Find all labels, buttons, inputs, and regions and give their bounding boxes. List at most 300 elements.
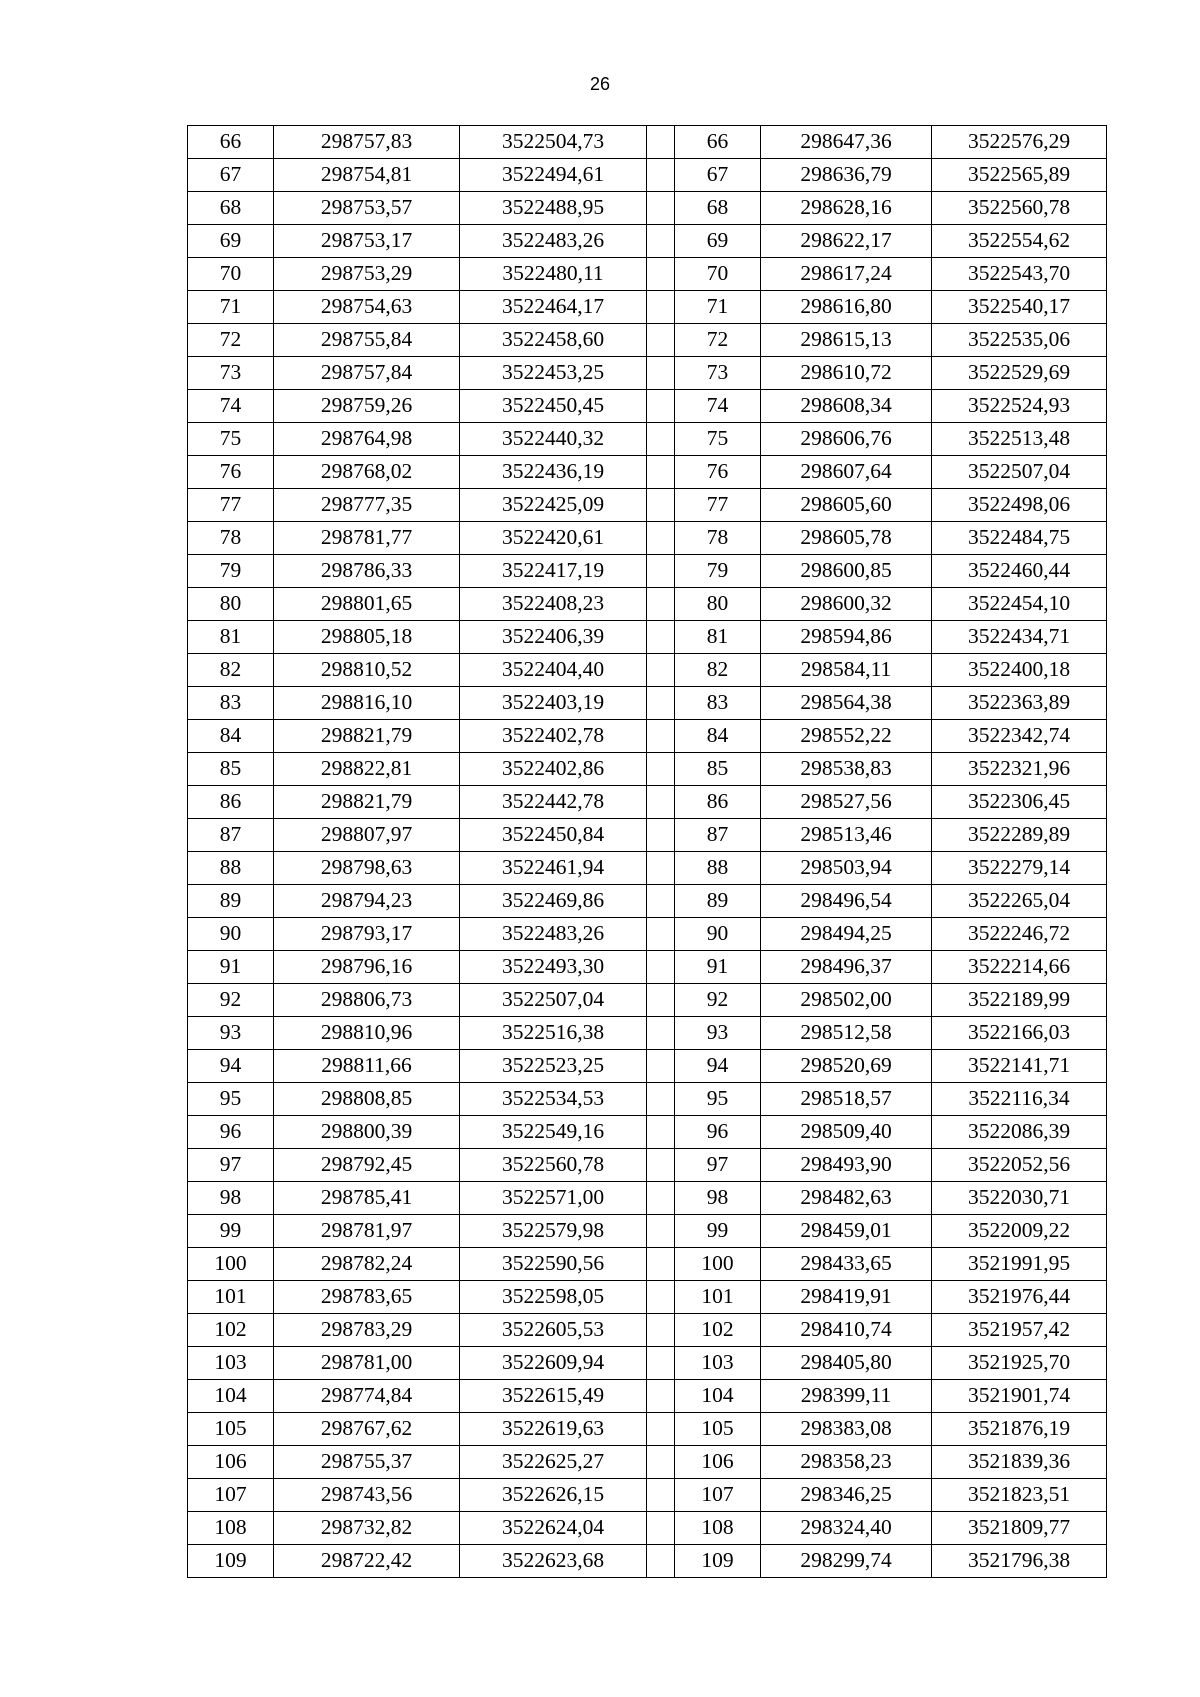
- point-number-left: 66: [188, 126, 274, 159]
- point-number-right: 72: [675, 324, 761, 357]
- point-number-left: 104: [188, 1380, 274, 1413]
- point-number-right: 83: [675, 687, 761, 720]
- x-coordinate-left: 298811,66: [274, 1050, 460, 1083]
- y-coordinate-left: 3522461,94: [460, 852, 647, 885]
- point-number-right: 100: [675, 1248, 761, 1281]
- y-coordinate-right: 3522052,56: [932, 1149, 1107, 1182]
- point-number-right: 75: [675, 423, 761, 456]
- point-number-left: 76: [188, 456, 274, 489]
- separator-cell: [647, 258, 675, 291]
- separator-cell: [647, 1116, 675, 1149]
- y-coordinate-right: 3522400,18: [932, 654, 1107, 687]
- point-number-right: 90: [675, 918, 761, 951]
- point-number-left: 89: [188, 885, 274, 918]
- y-coordinate-right: 3521809,77: [932, 1512, 1107, 1545]
- point-number-right: 103: [675, 1347, 761, 1380]
- separator-cell: [647, 225, 675, 258]
- y-coordinate-left: 3522504,73: [460, 126, 647, 159]
- x-coordinate-left: 298816,10: [274, 687, 460, 720]
- table-row: [188, 687, 1107, 720]
- table-row: [188, 1479, 1107, 1512]
- point-number-left: 68: [188, 192, 274, 225]
- separator-cell: [647, 918, 675, 951]
- x-coordinate-right: 298324,40: [761, 1512, 932, 1545]
- point-number-right: 76: [675, 456, 761, 489]
- table-row: [188, 1380, 1107, 1413]
- y-coordinate-left: 3522507,04: [460, 984, 647, 1017]
- y-coordinate-left: 3522483,26: [460, 225, 647, 258]
- point-number-right: 92: [675, 984, 761, 1017]
- table-row: [188, 654, 1107, 687]
- separator-cell: [647, 1149, 675, 1182]
- point-number-left: 92: [188, 984, 274, 1017]
- point-number-left: 80: [188, 588, 274, 621]
- y-coordinate-left: 3522626,15: [460, 1479, 647, 1512]
- table-row: [188, 852, 1107, 885]
- y-coordinate-right: 3521839,36: [932, 1446, 1107, 1479]
- x-coordinate-right: 298433,65: [761, 1248, 932, 1281]
- y-coordinate-right: 3521796,38: [932, 1545, 1107, 1578]
- x-coordinate-left: 298785,41: [274, 1182, 460, 1215]
- point-number-right: 68: [675, 192, 761, 225]
- y-coordinate-left: 3522480,11: [460, 258, 647, 291]
- point-number-left: 90: [188, 918, 274, 951]
- y-coordinate-right: 3522543,70: [932, 258, 1107, 291]
- x-coordinate-left: 298781,97: [274, 1215, 460, 1248]
- x-coordinate-left: 298757,83: [274, 126, 460, 159]
- y-coordinate-left: 3522436,19: [460, 456, 647, 489]
- point-number-left: 75: [188, 423, 274, 456]
- point-number-right: 89: [675, 885, 761, 918]
- table-row: [188, 1149, 1107, 1182]
- point-number-right: 101: [675, 1281, 761, 1314]
- point-number-left: 103: [188, 1347, 274, 1380]
- point-number-right: 98: [675, 1182, 761, 1215]
- point-number-left: 77: [188, 489, 274, 522]
- separator-cell: [647, 522, 675, 555]
- point-number-left: 81: [188, 621, 274, 654]
- x-coordinate-left: 298757,84: [274, 357, 460, 390]
- x-coordinate-left: 298810,52: [274, 654, 460, 687]
- x-coordinate-right: 298520,69: [761, 1050, 932, 1083]
- table-row: [188, 357, 1107, 390]
- point-number-right: 95: [675, 1083, 761, 1116]
- point-number-left: 71: [188, 291, 274, 324]
- table-row: [188, 192, 1107, 225]
- point-number-right: 97: [675, 1149, 761, 1182]
- table-row: [188, 786, 1107, 819]
- x-coordinate-left: 298805,18: [274, 621, 460, 654]
- point-number-left: 97: [188, 1149, 274, 1182]
- table-row: [188, 621, 1107, 654]
- y-coordinate-left: 3522483,26: [460, 918, 647, 951]
- table-row: [188, 1215, 1107, 1248]
- y-coordinate-left: 3522619,63: [460, 1413, 647, 1446]
- point-number-left: 82: [188, 654, 274, 687]
- point-number-left: 106: [188, 1446, 274, 1479]
- y-coordinate-right: 3522535,06: [932, 324, 1107, 357]
- table-row: [188, 390, 1107, 423]
- x-coordinate-right: 298512,58: [761, 1017, 932, 1050]
- x-coordinate-left: 298798,63: [274, 852, 460, 885]
- x-coordinate-right: 298594,86: [761, 621, 932, 654]
- x-coordinate-right: 298527,56: [761, 786, 932, 819]
- x-coordinate-right: 298552,22: [761, 720, 932, 753]
- point-number-right: 79: [675, 555, 761, 588]
- table-row: [188, 1512, 1107, 1545]
- point-number-left: 86: [188, 786, 274, 819]
- point-number-right: 73: [675, 357, 761, 390]
- coordinates-table: [187, 125, 1107, 1578]
- y-coordinate-right: 3521823,51: [932, 1479, 1107, 1512]
- x-coordinate-left: 298783,65: [274, 1281, 460, 1314]
- separator-cell: [647, 1545, 675, 1578]
- point-number-left: 69: [188, 225, 274, 258]
- point-number-right: 88: [675, 852, 761, 885]
- y-coordinate-right: 3521957,42: [932, 1314, 1107, 1347]
- point-number-left: 108: [188, 1512, 274, 1545]
- y-coordinate-right: 3522141,71: [932, 1050, 1107, 1083]
- y-coordinate-left: 3522494,61: [460, 159, 647, 192]
- y-coordinate-right: 3522460,44: [932, 555, 1107, 588]
- x-coordinate-left: 298732,82: [274, 1512, 460, 1545]
- table-row: [188, 753, 1107, 786]
- x-coordinate-right: 298405,80: [761, 1347, 932, 1380]
- x-coordinate-right: 298615,13: [761, 324, 932, 357]
- x-coordinate-right: 298496,54: [761, 885, 932, 918]
- separator-cell: [647, 357, 675, 390]
- separator-cell: [647, 819, 675, 852]
- point-number-left: 99: [188, 1215, 274, 1248]
- table-row: [188, 1050, 1107, 1083]
- separator-cell: [647, 1512, 675, 1545]
- y-coordinate-right: 3522529,69: [932, 357, 1107, 390]
- y-coordinate-left: 3522442,78: [460, 786, 647, 819]
- y-coordinate-left: 3522403,19: [460, 687, 647, 720]
- y-coordinate-left: 3522523,25: [460, 1050, 647, 1083]
- x-coordinate-left: 298786,33: [274, 555, 460, 588]
- y-coordinate-left: 3522420,61: [460, 522, 647, 555]
- separator-cell: [647, 621, 675, 654]
- separator-cell: [647, 291, 675, 324]
- x-coordinate-right: 298502,00: [761, 984, 932, 1017]
- separator-cell: [647, 1248, 675, 1281]
- x-coordinate-right: 298299,74: [761, 1545, 932, 1578]
- x-coordinate-right: 298606,76: [761, 423, 932, 456]
- point-number-left: 72: [188, 324, 274, 357]
- x-coordinate-left: 298767,62: [274, 1413, 460, 1446]
- y-coordinate-right: 3522554,62: [932, 225, 1107, 258]
- coordinates-table-body: [188, 126, 1107, 1578]
- x-coordinate-right: 298617,24: [761, 258, 932, 291]
- x-coordinate-right: 298509,40: [761, 1116, 932, 1149]
- y-coordinate-right: 3522214,66: [932, 951, 1107, 984]
- point-number-left: 85: [188, 753, 274, 786]
- x-coordinate-right: 298622,17: [761, 225, 932, 258]
- point-number-right: 86: [675, 786, 761, 819]
- point-number-right: 82: [675, 654, 761, 687]
- x-coordinate-left: 298793,17: [274, 918, 460, 951]
- point-number-right: 107: [675, 1479, 761, 1512]
- y-coordinate-left: 3522516,38: [460, 1017, 647, 1050]
- point-number-right: 94: [675, 1050, 761, 1083]
- point-number-right: 93: [675, 1017, 761, 1050]
- y-coordinate-right: 3521925,70: [932, 1347, 1107, 1380]
- separator-cell: [647, 1281, 675, 1314]
- table-row: [188, 291, 1107, 324]
- point-number-left: 109: [188, 1545, 274, 1578]
- x-coordinate-right: 298647,36: [761, 126, 932, 159]
- x-coordinate-left: 298753,57: [274, 192, 460, 225]
- y-coordinate-right: 3522306,45: [932, 786, 1107, 819]
- x-coordinate-left: 298796,16: [274, 951, 460, 984]
- y-coordinate-left: 3522609,94: [460, 1347, 647, 1380]
- point-number-right: 105: [675, 1413, 761, 1446]
- y-coordinate-left: 3522458,60: [460, 324, 647, 357]
- x-coordinate-left: 298810,96: [274, 1017, 460, 1050]
- y-coordinate-right: 3521901,74: [932, 1380, 1107, 1413]
- point-number-right: 74: [675, 390, 761, 423]
- x-coordinate-left: 298755,84: [274, 324, 460, 357]
- point-number-left: 101: [188, 1281, 274, 1314]
- x-coordinate-right: 298358,23: [761, 1446, 932, 1479]
- x-coordinate-left: 298781,77: [274, 522, 460, 555]
- x-coordinate-right: 298410,74: [761, 1314, 932, 1347]
- table-row: [188, 489, 1107, 522]
- table-row: [188, 1182, 1107, 1215]
- x-coordinate-left: 298743,56: [274, 1479, 460, 1512]
- y-coordinate-right: 3522498,06: [932, 489, 1107, 522]
- point-number-left: 96: [188, 1116, 274, 1149]
- point-number-right: 102: [675, 1314, 761, 1347]
- y-coordinate-right: 3522009,22: [932, 1215, 1107, 1248]
- point-number-left: 95: [188, 1083, 274, 1116]
- separator-cell: [647, 390, 675, 423]
- y-coordinate-right: 3522166,03: [932, 1017, 1107, 1050]
- separator-cell: [647, 1215, 675, 1248]
- y-coordinate-right: 3521976,44: [932, 1281, 1107, 1314]
- point-number-right: 87: [675, 819, 761, 852]
- y-coordinate-right: 3522454,10: [932, 588, 1107, 621]
- y-coordinate-right: 3522540,17: [932, 291, 1107, 324]
- x-coordinate-left: 298806,73: [274, 984, 460, 1017]
- y-coordinate-left: 3522625,27: [460, 1446, 647, 1479]
- y-coordinate-left: 3522534,53: [460, 1083, 647, 1116]
- y-coordinate-left: 3522450,84: [460, 819, 647, 852]
- table-row: [188, 423, 1107, 456]
- table-row: [188, 555, 1107, 588]
- y-coordinate-left: 3522488,95: [460, 192, 647, 225]
- y-coordinate-left: 3522598,05: [460, 1281, 647, 1314]
- y-coordinate-right: 3522265,04: [932, 885, 1107, 918]
- y-coordinate-right: 3521991,95: [932, 1248, 1107, 1281]
- x-coordinate-right: 298584,11: [761, 654, 932, 687]
- table-row: [188, 1116, 1107, 1149]
- separator-cell: [647, 984, 675, 1017]
- x-coordinate-left: 298754,63: [274, 291, 460, 324]
- x-coordinate-right: 298518,57: [761, 1083, 932, 1116]
- y-coordinate-left: 3522402,86: [460, 753, 647, 786]
- table-row: [188, 588, 1107, 621]
- point-number-left: 84: [188, 720, 274, 753]
- point-number-right: 109: [675, 1545, 761, 1578]
- y-coordinate-right: 3522507,04: [932, 456, 1107, 489]
- y-coordinate-left: 3522549,16: [460, 1116, 647, 1149]
- separator-cell: [647, 555, 675, 588]
- point-number-left: 105: [188, 1413, 274, 1446]
- table-row: [188, 1017, 1107, 1050]
- separator-cell: [647, 786, 675, 819]
- x-coordinate-left: 298822,81: [274, 753, 460, 786]
- point-number-right: 71: [675, 291, 761, 324]
- table-row: [188, 1413, 1107, 1446]
- y-coordinate-left: 3522571,00: [460, 1182, 647, 1215]
- separator-cell: [647, 489, 675, 522]
- y-coordinate-left: 3522402,78: [460, 720, 647, 753]
- separator-cell: [647, 1050, 675, 1083]
- x-coordinate-right: 298600,32: [761, 588, 932, 621]
- x-coordinate-right: 298346,25: [761, 1479, 932, 1512]
- x-coordinate-right: 298607,64: [761, 456, 932, 489]
- y-coordinate-right: 3522279,14: [932, 852, 1107, 885]
- y-coordinate-left: 3522417,19: [460, 555, 647, 588]
- table-row: [188, 225, 1107, 258]
- separator-cell: [647, 753, 675, 786]
- table-row: [188, 159, 1107, 192]
- x-coordinate-right: 298616,80: [761, 291, 932, 324]
- x-coordinate-right: 298564,38: [761, 687, 932, 720]
- separator-cell: [647, 1479, 675, 1512]
- table-row: [188, 819, 1107, 852]
- x-coordinate-right: 298399,11: [761, 1380, 932, 1413]
- point-number-left: 91: [188, 951, 274, 984]
- y-coordinate-left: 3522453,25: [460, 357, 647, 390]
- x-coordinate-right: 298605,60: [761, 489, 932, 522]
- y-coordinate-right: 3522189,99: [932, 984, 1107, 1017]
- table-row: [188, 522, 1107, 555]
- y-coordinate-left: 3522440,32: [460, 423, 647, 456]
- table-row: [188, 456, 1107, 489]
- y-coordinate-left: 3522624,04: [460, 1512, 647, 1545]
- y-coordinate-left: 3522464,17: [460, 291, 647, 324]
- point-number-right: 70: [675, 258, 761, 291]
- point-number-left: 78: [188, 522, 274, 555]
- separator-cell: [647, 456, 675, 489]
- y-coordinate-left: 3522560,78: [460, 1149, 647, 1182]
- x-coordinate-left: 298821,79: [274, 786, 460, 819]
- y-coordinate-right: 3522565,89: [932, 159, 1107, 192]
- point-number-left: 74: [188, 390, 274, 423]
- separator-cell: [647, 951, 675, 984]
- point-number-left: 94: [188, 1050, 274, 1083]
- x-coordinate-left: 298777,35: [274, 489, 460, 522]
- table-row: [188, 720, 1107, 753]
- point-number-left: 73: [188, 357, 274, 390]
- x-coordinate-left: 298782,24: [274, 1248, 460, 1281]
- x-coordinate-right: 298610,72: [761, 357, 932, 390]
- x-coordinate-right: 298482,63: [761, 1182, 932, 1215]
- table-row: [188, 1314, 1107, 1347]
- point-number-left: 88: [188, 852, 274, 885]
- separator-cell: [647, 1083, 675, 1116]
- y-coordinate-left: 3522450,45: [460, 390, 647, 423]
- point-number-left: 87: [188, 819, 274, 852]
- point-number-right: 106: [675, 1446, 761, 1479]
- point-number-left: 107: [188, 1479, 274, 1512]
- y-coordinate-right: 3522030,71: [932, 1182, 1107, 1215]
- point-number-right: 108: [675, 1512, 761, 1545]
- separator-cell: [647, 1347, 675, 1380]
- table-row: [188, 984, 1107, 1017]
- table-row: [188, 1347, 1107, 1380]
- x-coordinate-right: 298459,01: [761, 1215, 932, 1248]
- point-number-left: 79: [188, 555, 274, 588]
- x-coordinate-right: 298636,79: [761, 159, 932, 192]
- x-coordinate-right: 298628,16: [761, 192, 932, 225]
- point-number-right: 80: [675, 588, 761, 621]
- y-coordinate-left: 3522605,53: [460, 1314, 647, 1347]
- x-coordinate-left: 298754,81: [274, 159, 460, 192]
- y-coordinate-right: 3522363,89: [932, 687, 1107, 720]
- y-coordinate-left: 3522404,40: [460, 654, 647, 687]
- x-coordinate-right: 298600,85: [761, 555, 932, 588]
- table-row: [188, 918, 1107, 951]
- separator-cell: [647, 687, 675, 720]
- y-coordinate-left: 3522469,86: [460, 885, 647, 918]
- x-coordinate-right: 298513,46: [761, 819, 932, 852]
- y-coordinate-right: 3522246,72: [932, 918, 1107, 951]
- point-number-right: 66: [675, 126, 761, 159]
- separator-cell: [647, 852, 675, 885]
- separator-cell: [647, 654, 675, 687]
- point-number-left: 93: [188, 1017, 274, 1050]
- y-coordinate-left: 3522590,56: [460, 1248, 647, 1281]
- x-coordinate-left: 298781,00: [274, 1347, 460, 1380]
- x-coordinate-left: 298753,17: [274, 225, 460, 258]
- y-coordinate-left: 3522406,39: [460, 621, 647, 654]
- x-coordinate-left: 298808,85: [274, 1083, 460, 1116]
- y-coordinate-left: 3522615,49: [460, 1380, 647, 1413]
- x-coordinate-left: 298800,39: [274, 1116, 460, 1149]
- point-number-left: 83: [188, 687, 274, 720]
- y-coordinate-right: 3522524,93: [932, 390, 1107, 423]
- separator-cell: [647, 1017, 675, 1050]
- x-coordinate-left: 298821,79: [274, 720, 460, 753]
- x-coordinate-left: 298774,84: [274, 1380, 460, 1413]
- y-coordinate-right: 3521876,19: [932, 1413, 1107, 1446]
- separator-cell: [647, 192, 675, 225]
- separator-cell: [647, 1380, 675, 1413]
- page-number: 26: [589, 74, 611, 94]
- x-coordinate-left: 298783,29: [274, 1314, 460, 1347]
- separator-cell: [647, 588, 675, 621]
- x-coordinate-right: 298496,37: [761, 951, 932, 984]
- separator-cell: [647, 324, 675, 357]
- x-coordinate-right: 298494,25: [761, 918, 932, 951]
- x-coordinate-left: 298722,42: [274, 1545, 460, 1578]
- x-coordinate-right: 298608,34: [761, 390, 932, 423]
- y-coordinate-right: 3522342,74: [932, 720, 1107, 753]
- point-number-right: 77: [675, 489, 761, 522]
- table-row: [188, 258, 1107, 291]
- table-row: [188, 951, 1107, 984]
- y-coordinate-right: 3522484,75: [932, 522, 1107, 555]
- x-coordinate-left: 298792,45: [274, 1149, 460, 1182]
- separator-cell: [647, 720, 675, 753]
- table-row: [188, 1083, 1107, 1116]
- y-coordinate-right: 3522321,96: [932, 753, 1107, 786]
- point-number-right: 81: [675, 621, 761, 654]
